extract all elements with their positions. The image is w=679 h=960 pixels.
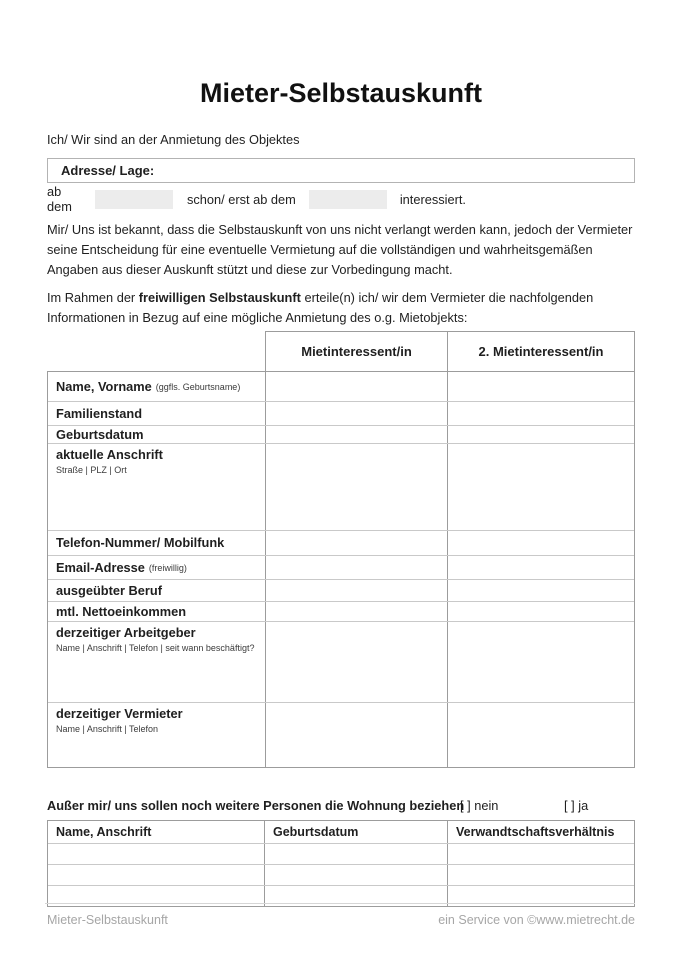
- persons-table-row: [48, 865, 634, 886]
- row-label-cell: [48, 372, 265, 401]
- address-label: Adresse/ Lage:: [61, 163, 155, 178]
- table-row-beruf: [48, 580, 634, 602]
- row-note: Name | Anschrift | Telefon | seit wann beschäftigt?: [56, 643, 255, 653]
- voluntary-paragraph: [47, 288, 635, 328]
- input-cell[interactable]: [265, 531, 447, 555]
- table-row-arbeitgeber: [48, 622, 634, 703]
- move-in-date-field[interactable]: [95, 190, 173, 209]
- additional-persons-table: [47, 820, 635, 907]
- row-label: ausgeübter Beruf: [56, 582, 162, 598]
- row-label: Geburtsdatum: [56, 426, 144, 442]
- row-note: Name | Anschrift | Telefon: [56, 724, 159, 734]
- row-label: aktuelle Anschrift: [56, 447, 163, 462]
- persons-table-header: [48, 821, 634, 844]
- row-note: (ggfls. Geburtsname): [155, 381, 241, 392]
- input-cell[interactable]: [265, 426, 447, 443]
- voluntary-paragraph-post: erteile(n) ich/ wir dem Vermieter die nachfolgenden Informationen in Bezug auf eine mögliche Anmietung des o.g. Mietobjekts:: [47, 290, 594, 325]
- input-cell[interactable]: [48, 844, 264, 864]
- input-cell[interactable]: [265, 580, 447, 601]
- input-cell[interactable]: [265, 444, 447, 530]
- input-cell[interactable]: [447, 426, 634, 443]
- applicant-table-header: [265, 331, 635, 371]
- row-label: Email-Adresse: [56, 559, 145, 575]
- disclosure-paragraph: Mir/ Uns ist bekannt, dass die Selbstauskunft von uns nicht verlangt werden kann, jedoch der Vermieter seine Entscheidung für eine eventuelle Vermietung auf die vollständigen und wahrheitsgemäßen Angaben aus dieser Auskunft stützt und diese zur Vorbedingung macht.: [47, 222, 633, 277]
- column-header-applicant1: Mietinteressent/in: [266, 332, 448, 371]
- input-cell[interactable]: [265, 622, 447, 702]
- row-note: Straße | PLZ | Ort: [56, 465, 127, 475]
- persons-col-name-anschrift: Name, Anschrift: [56, 825, 152, 839]
- voluntary-paragraph-bold: freiwilligen Selbstauskunft: [138, 290, 301, 305]
- footer-service-credit: ein Service von ©www.mietrecht.de: [438, 913, 635, 927]
- date-line-middle: schon/ erst ab dem: [187, 191, 296, 207]
- additional-persons-line: [47, 798, 635, 815]
- column-header-applicant2: 2. Mietinteressent/in: [478, 344, 604, 359]
- row-label-cell: [48, 602, 265, 621]
- table-row-geburtsdatum: [48, 426, 634, 444]
- checkbox-nein[interactable]: [ ] nein: [460, 798, 499, 813]
- row-label: derzeitiger Arbeitgeber: [56, 625, 196, 640]
- table-row-vermieter: [48, 703, 634, 767]
- date-line-prefix: ab dem: [47, 184, 72, 214]
- input-cell[interactable]: [265, 703, 447, 767]
- table-row-email: [48, 556, 634, 580]
- input-cell[interactable]: [265, 402, 447, 425]
- applicant-table-body: [47, 371, 635, 768]
- voluntary-paragraph-pre: Im Rahmen der: [47, 290, 136, 305]
- input-cell[interactable]: [265, 602, 447, 621]
- row-label: Telefon-Nummer/ Mobilfunk: [56, 535, 225, 550]
- checkbox-ja[interactable]: [ ] ja: [564, 798, 589, 813]
- row-label-cell: [48, 556, 265, 579]
- persons-col-geburtsdatum: Geburtsdatum: [264, 821, 447, 843]
- row-label-cell: [48, 444, 265, 530]
- input-cell[interactable]: [48, 865, 264, 885]
- row-label: Name, Vorname: [56, 378, 152, 394]
- row-label-cell: [48, 426, 265, 443]
- row-note: (freiwillig): [148, 562, 187, 573]
- address-value-field[interactable]: [154, 159, 634, 182]
- input-cell[interactable]: [447, 402, 634, 425]
- table-row-anschrift: [48, 444, 634, 531]
- table-row-einkommen: [48, 602, 634, 622]
- table-row-familienstand: [48, 402, 634, 426]
- page-title: Mieter-Selbstauskunft: [199, 78, 483, 108]
- alternative-date-field[interactable]: [309, 190, 387, 209]
- intro-text: Ich/ Wir sind an der Anmietung des Objektes: [47, 132, 300, 147]
- table-row-name-vorname: [48, 372, 634, 402]
- row-label: derzeitiger Vermieter: [56, 706, 183, 721]
- additional-persons-heading: Außer mir/ uns sollen noch weitere Personen die Wohnung beziehen: [47, 798, 465, 813]
- input-cell[interactable]: [447, 580, 634, 601]
- input-cell[interactable]: [447, 556, 634, 579]
- input-cell[interactable]: [447, 602, 634, 621]
- footer: [47, 913, 635, 927]
- footer-divider: [45, 903, 635, 904]
- applicant-table: [47, 331, 635, 768]
- address-box: [47, 158, 635, 183]
- input-cell[interactable]: [447, 372, 634, 401]
- input-cell[interactable]: [265, 372, 447, 401]
- row-label-cell: [48, 703, 265, 767]
- move-in-date-line: [47, 184, 635, 214]
- date-line-suffix: interessiert.: [399, 191, 466, 207]
- input-cell[interactable]: [447, 865, 634, 885]
- input-cell[interactable]: [447, 444, 634, 530]
- row-label-cell: [48, 402, 265, 425]
- persons-table-row: [48, 844, 634, 865]
- input-cell[interactable]: [447, 622, 634, 702]
- row-label-cell: [48, 531, 265, 555]
- input-cell[interactable]: [264, 865, 447, 885]
- row-label: Familienstand: [56, 405, 143, 421]
- input-cell[interactable]: [265, 556, 447, 579]
- table-row-telefon: [48, 531, 634, 556]
- persons-col-verwandtschaft: Verwandtschaftsverhältnis: [447, 821, 634, 843]
- input-cell[interactable]: [447, 844, 634, 864]
- footer-document-name: Mieter-Selbstauskunft: [47, 913, 168, 927]
- input-cell[interactable]: [264, 844, 447, 864]
- input-cell[interactable]: [447, 531, 634, 555]
- row-label-cell: [48, 580, 265, 601]
- row-label-cell: [48, 622, 265, 702]
- row-label: mtl. Nettoeinkommen: [56, 603, 187, 619]
- input-cell[interactable]: [447, 703, 634, 767]
